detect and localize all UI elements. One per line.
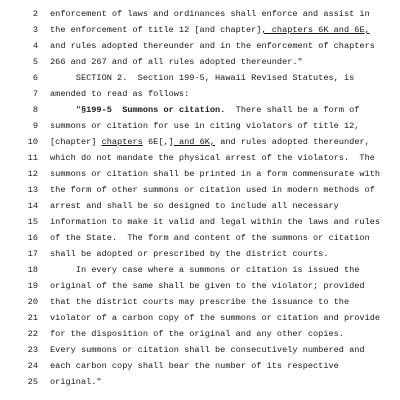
document-line [0,86,400,102]
document-line [0,22,400,38]
document-line [0,374,400,390]
line-number: 7 [32,89,38,99]
line-text [50,278,365,294]
line-text [50,182,375,198]
document-line [0,278,400,294]
document-line [0,214,400,230]
line-number: 15 [27,217,38,227]
document-line [0,262,400,278]
document-line [0,38,400,54]
text-run: [chapter] [50,137,102,147]
document-line [0,182,400,198]
line-text [50,134,370,150]
line-text [50,214,380,230]
document-line [0,230,400,246]
text-run: violator of a carbon copy of the summons or citation and provide [50,313,381,323]
document-line [0,358,400,374]
line-number: 21 [27,313,38,323]
document-line [0,70,400,86]
underlined-text: , chapters 6K and 6E, [261,25,370,35]
line-number: 3 [32,25,38,35]
text-run: SECTION 2. Section 199-5, Hawaii Revised Statutes, is [50,73,355,83]
text-run: each carbon copy shall bear the number of its respective [50,361,339,371]
text-run: the form of other summons or citation used in modern methods of [50,185,375,195]
text-run: 266 and 267 and of all rules adopted thereunder." [50,57,303,67]
line-number: 4 [32,41,38,51]
text-run: summons or citation for use in citing violators of title 12, [50,121,360,131]
line-number: 19 [27,281,38,291]
bold-text: §199-5 Summons or citation. [80,105,226,115]
line-text [50,230,370,246]
document-line [0,54,400,70]
text-run: that the district courts may prescribe the issuance to the [50,297,350,307]
line-text [50,358,339,374]
document-line [0,246,400,262]
text-run: summons or citation shall be printed in a form commensurate with [50,169,381,179]
line-text [50,310,380,326]
line-number: 23 [27,345,38,355]
text-run: information to make it valid and legal within the laws and rules [50,217,381,227]
line-text [50,6,370,22]
document-line [0,294,400,310]
document-line [0,326,400,342]
line-number: 17 [27,249,38,259]
line-number: 13 [27,185,38,195]
line-number: 10 [27,137,38,147]
text-run: amended to read as follows: [50,89,190,99]
document-line [0,150,400,166]
line-text [50,150,375,166]
line-number: 20 [27,297,38,307]
text-run: for the disposition of the original and any other copies. [50,329,344,339]
line-text [50,54,303,70]
text-run: In every case where a summons or citation is issued the [50,265,360,275]
document-line [0,134,400,150]
text-run: original of the same shall be given to the violator; provided [50,281,365,291]
text-run: original." [50,377,102,387]
line-number: 6 [32,73,38,83]
underlined-text: chapters [101,137,143,147]
document-line [0,166,400,182]
document-line [0,102,400,118]
line-text [50,294,349,310]
line-text [50,246,328,262]
line-text [50,70,354,86]
line-text [50,118,359,134]
line-text [50,22,370,38]
document-line [0,342,400,358]
underlined-text: and 6K, [173,137,216,147]
text-run: Every summons or citation shall be consecutively numbered and [50,345,365,355]
line-number: 8 [32,105,38,115]
line-text [50,342,365,358]
text-run: arrest and shall be so designed to include all necessary [50,201,339,211]
text-run: the enforcement of title 12 [and chapter] [50,25,262,35]
line-text [50,166,380,182]
line-number: 5 [32,57,38,67]
line-text [50,86,189,102]
line-text [50,326,344,342]
line-text [50,198,339,214]
text-run: " [50,105,81,115]
text-run: There shall be a form of [225,105,360,115]
line-number: 16 [27,233,38,243]
text-run: enforcement of laws and ordinances shall enforce and assist in [50,9,370,19]
line-text [50,102,359,118]
text-run: and rules adopted thereunder, [215,137,370,147]
line-number: 25 [27,377,38,387]
line-number: 9 [32,121,38,131]
text-run: and rules adopted thereunder and in the enforcement of chapters [50,41,375,51]
line-number: 14 [27,201,38,211]
text-run: 6E[,] [148,137,174,147]
text-run: shall be adopted or prescribed by the district courts. [50,249,329,259]
text-run: which do not mandate the physical arrest of the violators. The [50,153,375,163]
line-number: 22 [27,329,38,339]
document-line [0,310,400,326]
text-run: of the State. The form and content of the summons or citation [50,233,370,243]
line-number: 11 [27,153,38,163]
document-line [0,198,400,214]
line-text [50,38,375,54]
line-number: 18 [27,265,38,275]
line-text [50,374,102,390]
document-line [0,6,400,22]
line-number: 24 [27,361,38,371]
line-number: 12 [27,169,38,179]
line-number: 2 [32,9,38,19]
document-line [0,118,400,134]
line-text [50,262,359,278]
